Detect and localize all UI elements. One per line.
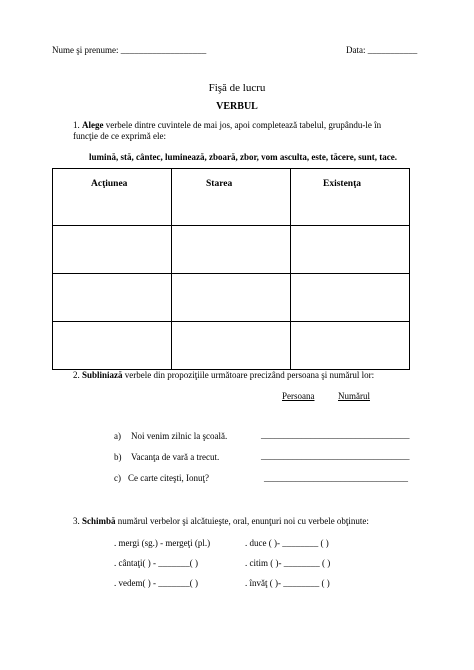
verb-pair-left-3[interactable]: . vedem( ) - _______( ) — [114, 578, 198, 588]
table-row — [53, 322, 410, 370]
table-cell[interactable] — [291, 322, 410, 370]
sentence-b: Vacanţa de vară a trecut. — [131, 452, 220, 462]
table-cell[interactable] — [53, 274, 172, 322]
page-title: Fişă de lucru — [208, 82, 266, 94]
exercise-1-instruction-line2: funcţie de ce exprimă ele: — [73, 131, 166, 141]
answer-line-a[interactable]: _________________________________ — [261, 430, 410, 440]
exercise-2-number: 2. — [73, 370, 82, 380]
sentence-a: Noi venim zilnic la şcoală. — [131, 431, 228, 441]
exercise-2-instruction — [73, 370, 374, 380]
table-cell[interactable] — [291, 274, 410, 322]
column-label-numarul: Numărul — [338, 391, 370, 401]
exercise-1-verb: Alege — [82, 120, 104, 130]
table-row — [53, 274, 410, 322]
sentence-label-c: c) — [114, 473, 121, 483]
table-cell[interactable] — [172, 322, 291, 370]
column-header-existenta: Existenţa — [291, 169, 410, 226]
exercise-3-instruction — [73, 516, 369, 526]
answer-line-c[interactable]: ________________________________ — [264, 473, 408, 483]
exercise-3-text: numărul verbelor şi alcătuieşte, oral, enunţuri noi cu verbele obţinute: — [115, 516, 369, 526]
sentence-label-b: b) — [114, 452, 122, 462]
name-field-label: Nume şi prenume: ___________________ — [52, 45, 207, 55]
verb-pair-left-2[interactable]: . cântaţi( ) - _______( ) — [114, 558, 198, 568]
column-header-actiunea: Acţiunea — [53, 169, 172, 226]
table-header-row — [53, 169, 410, 226]
table-cell[interactable] — [172, 226, 291, 274]
verb-pair-right-2[interactable]: . citim ( )- ________ ( ) — [245, 558, 331, 568]
classification-table — [52, 168, 410, 370]
date-field-label: Data: ___________ — [346, 45, 418, 55]
exercise-2-verb: Subliniază — [82, 370, 123, 380]
exercise-1-text: verbele dintre cuvintele de mai jos, apoi completează tabelul, grupându-le în — [103, 120, 382, 130]
answer-line-b[interactable]: _________________________________ — [261, 451, 410, 461]
table-cell[interactable] — [53, 322, 172, 370]
table-cell[interactable] — [53, 226, 172, 274]
table-cell[interactable] — [172, 274, 291, 322]
page-subtitle: VERBUL — [216, 101, 258, 112]
exercise-1-instruction — [73, 120, 381, 130]
verb-pair-left-1: . mergi (sg.) - mergeţi (pl.) — [114, 538, 211, 548]
verb-pair-right-1[interactable]: . duce ( )- ________ ( ) — [245, 538, 329, 548]
column-header-starea: Starea — [172, 169, 291, 226]
exercise-3-verb: Schimbă — [82, 516, 116, 526]
table-row — [53, 226, 410, 274]
sentence-label-a: a) — [114, 431, 121, 441]
exercise-2-text: verbele din propoziţiile următoare precizând persoana şi numărul lor: — [122, 370, 375, 380]
column-label-persoana: Persoana — [282, 391, 315, 401]
exercise-3-number: 3. — [73, 516, 82, 526]
exercise-1-word-list: lumină, stă, cântec, luminează, zboară, zbor, vom asculta, este, tăcere, sunt, tace. — [89, 152, 397, 162]
table-cell[interactable] — [291, 226, 410, 274]
sentence-c: Ce carte citeşti, Ionuţ? — [128, 473, 209, 483]
verb-pair-right-3[interactable]: . învăţ ( )- ________ ( ) — [245, 578, 330, 588]
exercise-1-number: 1. — [73, 120, 82, 130]
